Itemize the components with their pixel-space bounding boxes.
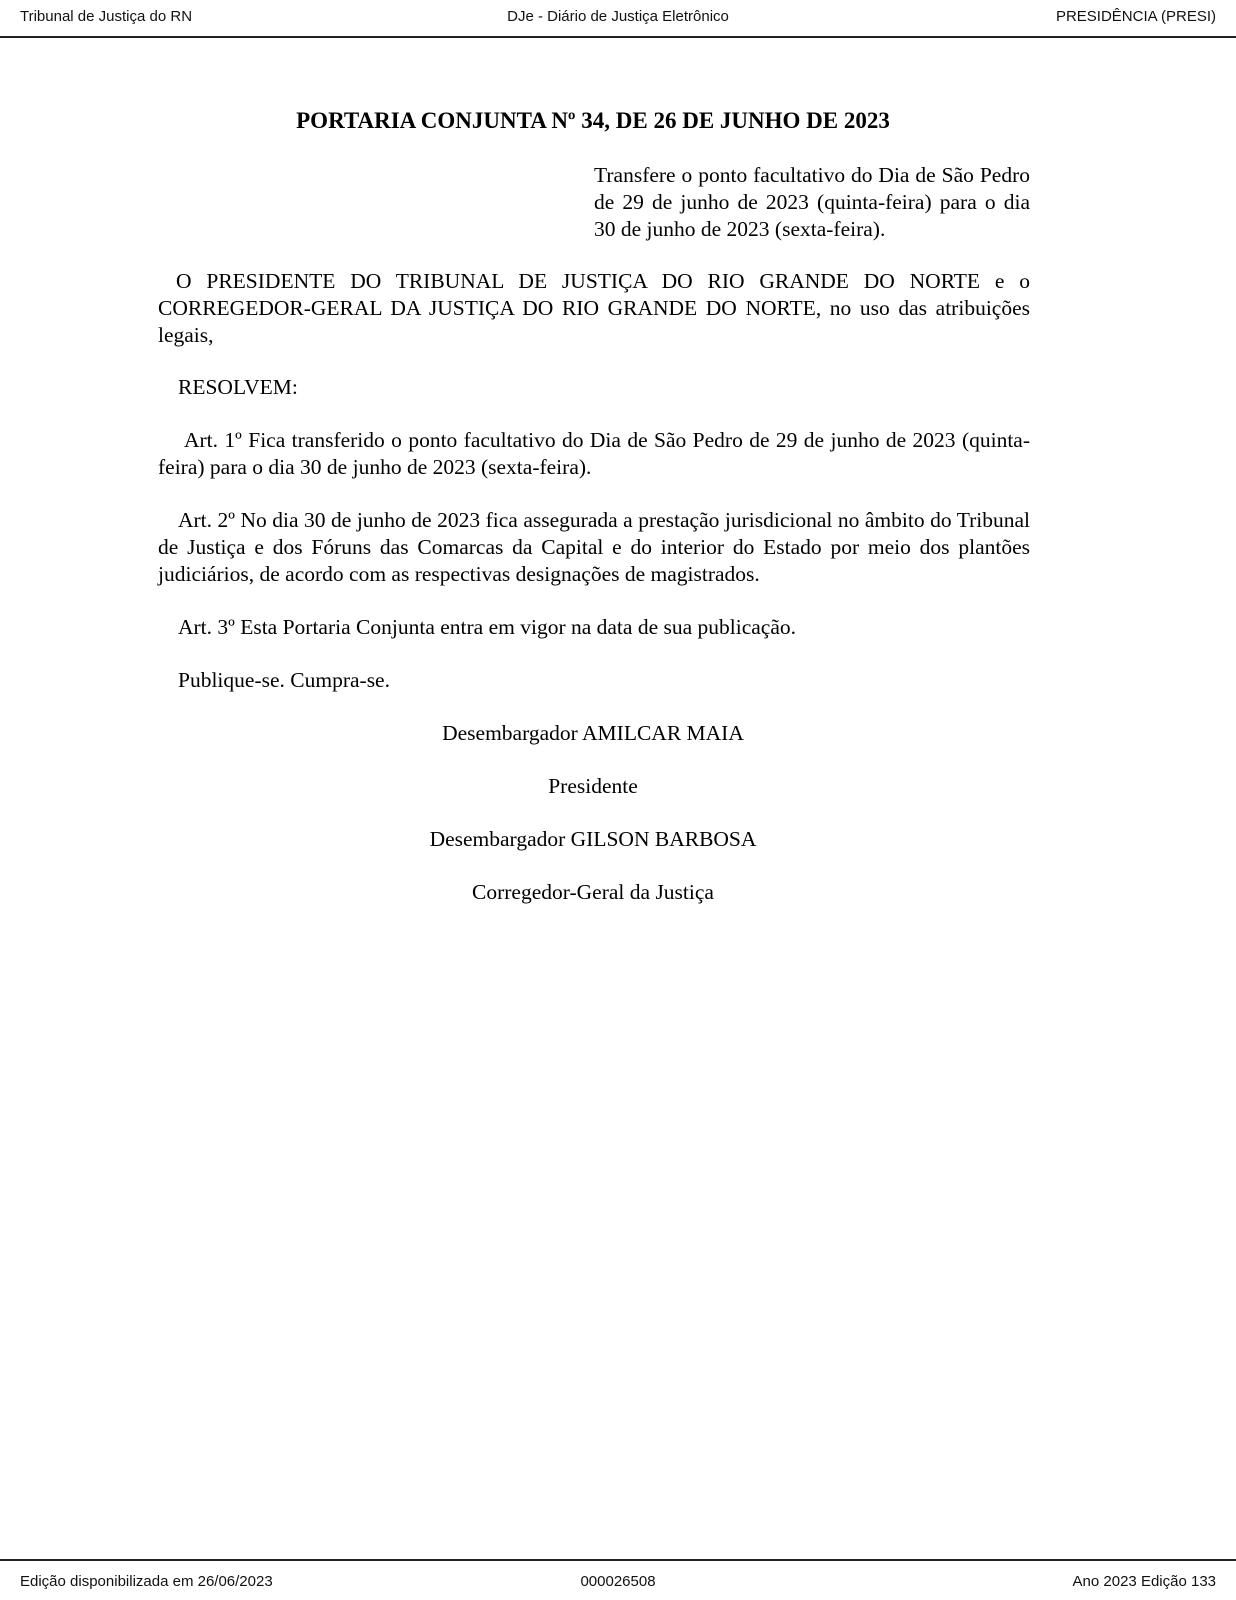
- footer-document-number: 000026508: [580, 1573, 656, 1590]
- article-1: Art. 1º Fica transferido o ponto facultativo do Dia de São Pedro de 29 de junho de 2023 (quinta-feira) para o dia 30 de junho de 2023 (sexta-feira).: [158, 428, 1030, 479]
- footer-edition-info: Ano 2023 Edição 133: [1072, 1573, 1216, 1590]
- signatory-2-role: Corregedor-Geral da Justiça: [472, 880, 714, 904]
- document-summary: Transfere o ponto facultativo do Dia de São Pedro de 29 de junho de 2023 (quinta-feira) para o dia 30 de junho de 2023 (sexta-feira).: [594, 163, 1030, 241]
- header-journal-name: DJe - Diário de Justiça Eletrônico: [507, 8, 729, 25]
- header-section: PRESIDÊNCIA (PRESI): [1055, 8, 1216, 25]
- page-header: [0, 0, 1236, 38]
- signatory-1-name: Desembargador AMILCAR MAIA: [442, 721, 744, 745]
- closing-line: Publique-se. Cumpra-se.: [178, 668, 390, 692]
- resolve-heading: RESOLVEM:: [178, 375, 298, 399]
- document-title: PORTARIA CONJUNTA Nº 34, DE 26 DE JUNHO DE 2023: [296, 108, 890, 133]
- page-footer: [0, 1559, 1236, 1597]
- preamble-paragraph: O PRESIDENTE DO TRIBUNAL DE JUSTIÇA DO RIO GRANDE DO NORTE e o CORREGEDOR-GERAL DA JUSTIÇA DO RIO GRANDE DO NORTE, no uso das atribuições legais,: [158, 269, 1030, 347]
- footer-edition-date: Edição disponibilizada em 26/06/2023: [20, 1573, 273, 1590]
- article-2: Art. 2º No dia 30 de junho de 2023 fica assegurada a prestação jurisdicional no âmbito do Tribunal de Justiça e dos Fóruns das Comarcas da Capital e do interior do Estado por meio dos plantões judiciários, de acordo com as respectivas designações de magistrados.: [158, 508, 1030, 586]
- signatory-2-name: Desembargador GILSON BARBOSA: [429, 827, 757, 851]
- article-3: Art. 3º Esta Portaria Conjunta entra em vigor na data de sua publicação.: [178, 615, 797, 639]
- signatory-1-role: Presidente: [548, 774, 638, 798]
- header-court-name: Tribunal de Justiça do RN: [20, 8, 193, 25]
